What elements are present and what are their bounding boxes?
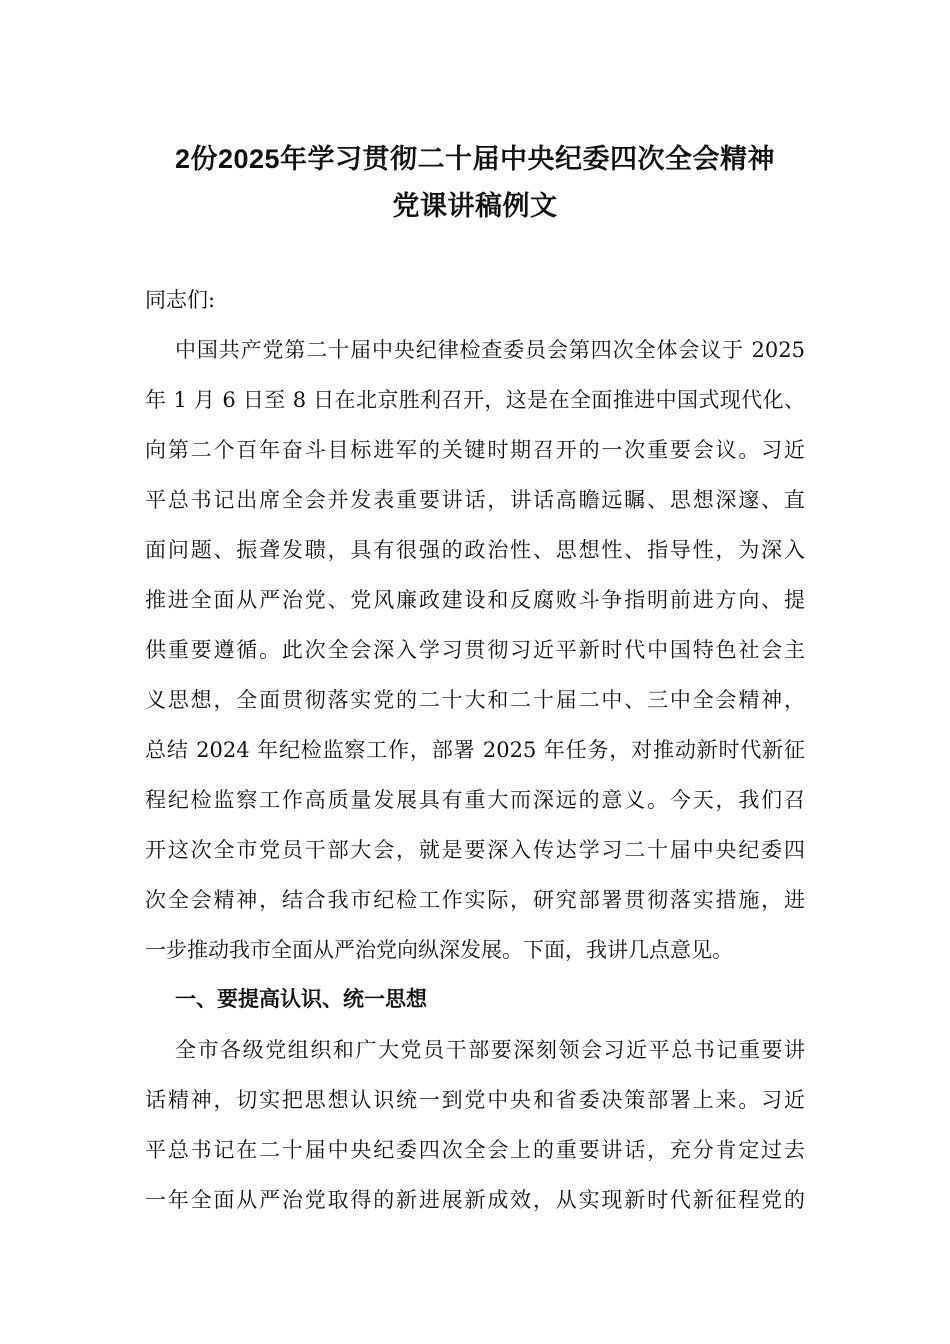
paragraph-line: 面问题、振聋发聩，具有很强的政治性、思想性、指导性，为深入 [145, 538, 805, 562]
paragraph-line: 一年全面从严治党取得的新进展新成效，从实现新时代新征程党的 [145, 1188, 805, 1212]
paragraph-line: 中国共产党第二十届中央纪律检查委员会第四次全体会议于 2025 [175, 338, 805, 362]
paragraph-line: 开这次全市党员干部大会，就是要深入传达学习二十届中央纪委四 [145, 838, 805, 862]
paragraph-line: 全市各级党组织和广大党员干部要深刻领会习近平总书记重要讲 [175, 1038, 805, 1062]
paragraph-line: 义思想，全面贯彻落实党的二十大和二十届二中、三中全会精神， [145, 688, 805, 712]
paragraph-line: 向第二个百年奋斗目标进军的关键时期召开的一次重要会议。习近 [145, 438, 805, 462]
paragraph-line: 一步推动我市全面从严治党向纵深发展。下面，我讲几点意见。 [145, 938, 733, 962]
paragraph-line: 平总书记在二十届中央纪委四次全会上的重要讲话，充分肯定过去 [145, 1138, 805, 1162]
paragraph-line: 供重要遵循。此次全会深入学习贯彻习近平新时代中国特色社会主 [145, 638, 805, 662]
salutation: 同志们: [145, 288, 216, 312]
paragraph-line: 程纪检监察工作高质量发展具有重大而深远的意义。今天，我们召 [145, 788, 805, 812]
paragraph-line: 平总书记出席全会并发表重要讲话，讲话高瞻远瞩、思想深邃、直 [145, 488, 805, 512]
paragraph-line: 话精神，切实把思想认识统一到党中央和省委决策部署上来。习近 [145, 1088, 805, 1112]
document-title-line-2: 党课讲稿例文 [392, 191, 558, 221]
paragraph-line: 年 1 月 6 日至 8 日在北京胜利召开，这是在全面推进中国式现代化、 [145, 388, 805, 412]
document-title-line-1: 2份2025年学习贯彻二十届中央纪委四次全会精神 [174, 144, 776, 174]
document-body [145, 275, 805, 1225]
paragraph-line: 推进全面从严治党、党风廉政建设和反腐败斗争指明前进方向、提 [145, 588, 805, 612]
paragraph-line: 总结 2024 年纪检监察工作，部署 2025 年任务，对推动新时代新征 [145, 738, 805, 762]
paragraph-line: 次全会精神，结合我市纪检工作实际，研究部署贯彻落实措施，进 [145, 888, 805, 912]
section-heading: 一、要提高认识、统一思想 [175, 988, 427, 1011]
